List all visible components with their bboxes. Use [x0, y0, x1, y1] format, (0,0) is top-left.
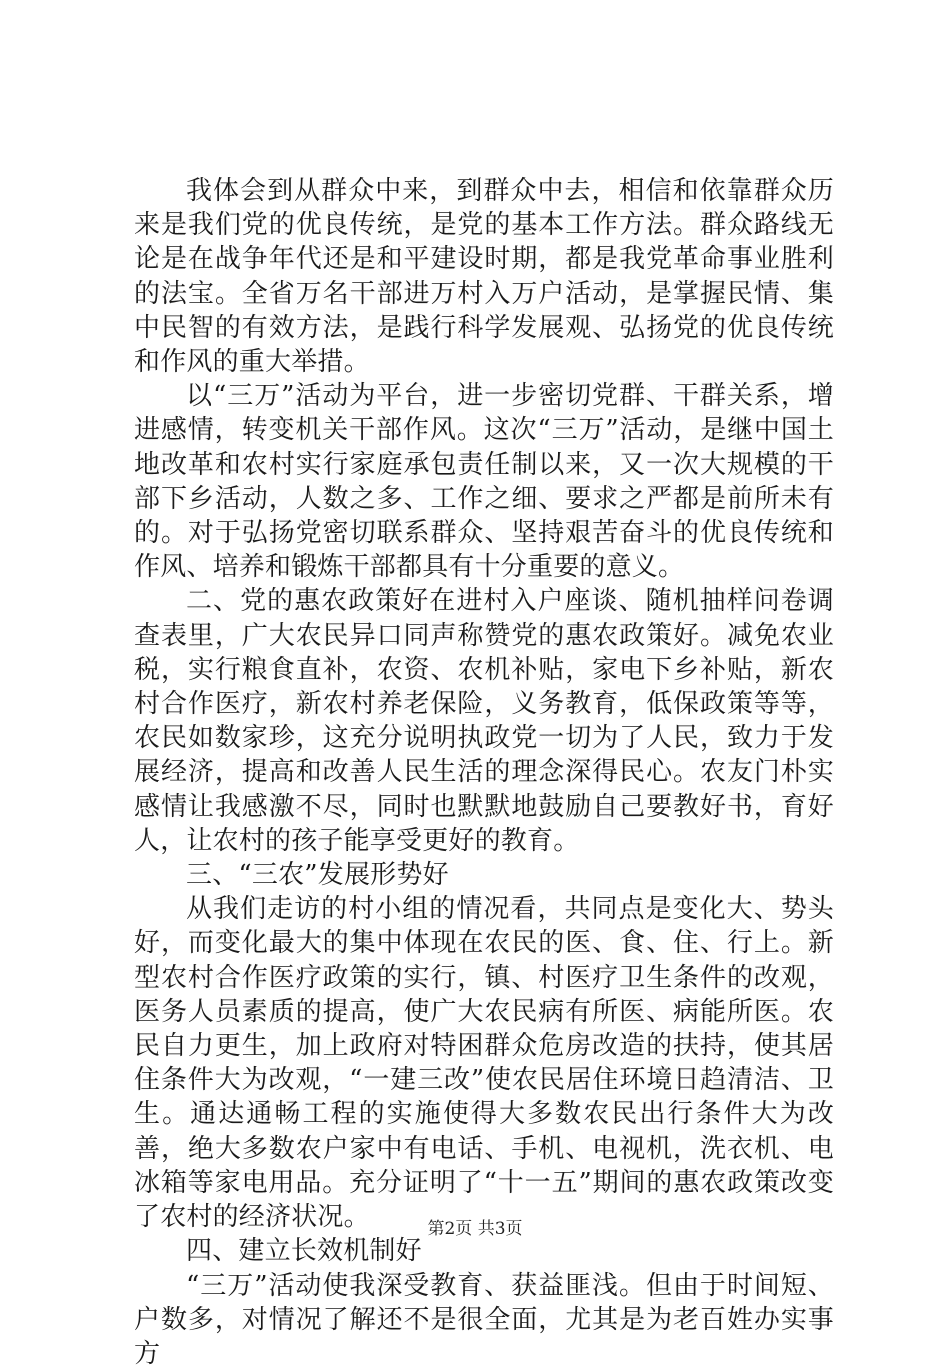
section-heading-mechanism: 四、建立长效机制好: [134, 1234, 834, 1268]
section-heading-sannong: 三、“三农”发展形势好: [134, 858, 834, 892]
paragraph-sanwan-platform: 以“三万”活动为平台，进一步密切党群、干群关系，增进感情，转变机关干部作风。这次“三万”活动，是继中国土地改革和农村实行家庭承包责任制以来，又一次大规模的干部下乡活动，人数之多、工作之细、要求之严都是前所未有的。对于弘扬党密切联系群众、坚持艰苦奋斗的优良传统和作风、培养和锻炼干部都具有十分重要的意义。: [134, 379, 834, 584]
page-number-footer: 第2页 共3页: [0, 1214, 950, 1239]
paragraph-mass-line: 我体会到从群众中来，到群众中去，相信和依靠群众历来是我们党的优良传统，是党的基本工作方法。群众路线无论是在战争年代还是和平建设时期，都是我党革命事业胜利的法宝。全省万名干部进万村入万户活动，是掌握民情、集中民智的有效方法，是践行科学发展观、弘扬党的优良传统和作风的重大举措。: [134, 174, 834, 379]
paragraph-village-visit: 从我们走访的村小组的情况看，共同点是变化大、势头好，而变化最大的集中体现在农民的医、食、住、行上。新型农村合作医疗政策的实行，镇、村医疗卫生条件的改观，医务人员素质的提高，使广大农民病有所医、病能所医。农民自力更生，加上政府对特困群众危房改造的扶持，使其居住条件大为改观，“一建三改”使农民居住环境日趋清洁、卫生。通达通畅工程的实施使得大多数农民出行条件大为改善，绝大多数农户家中有电话、手机、电视机，洗衣机、电冰箱等家电用品。充分证明了“十一五”期间的惠农政策改变了农村的经济状况。: [134, 892, 834, 1234]
paragraph-sanwan-education: “三万”活动使我深受教育、获益匪浅。但由于时间短、户数多，对情况了解还不是很全面，尤其是为老百姓办实事方: [134, 1269, 834, 1371]
document-body: [134, 174, 834, 1371]
paragraph-policy-good: 二、党的惠农政策好在进村入户座谈、随机抽样问卷调查表里，广大农民异口同声称赞党的惠农政策好。减免农业税，实行粮食直补，农资、农机补贴，家电下乡补贴，新农村合作医疗，新农村养老保险，义务教育，低保政策等等，农民如数家珍，这充分说明执政党一切为了人民，致力于发展经济，提高和改善人民生活的理念深得民心。农友门朴实感情让我感激不尽，同时也默默地鼓励自己要教好书，育好人，让农村的孩子能享受更好的教育。: [134, 584, 834, 858]
